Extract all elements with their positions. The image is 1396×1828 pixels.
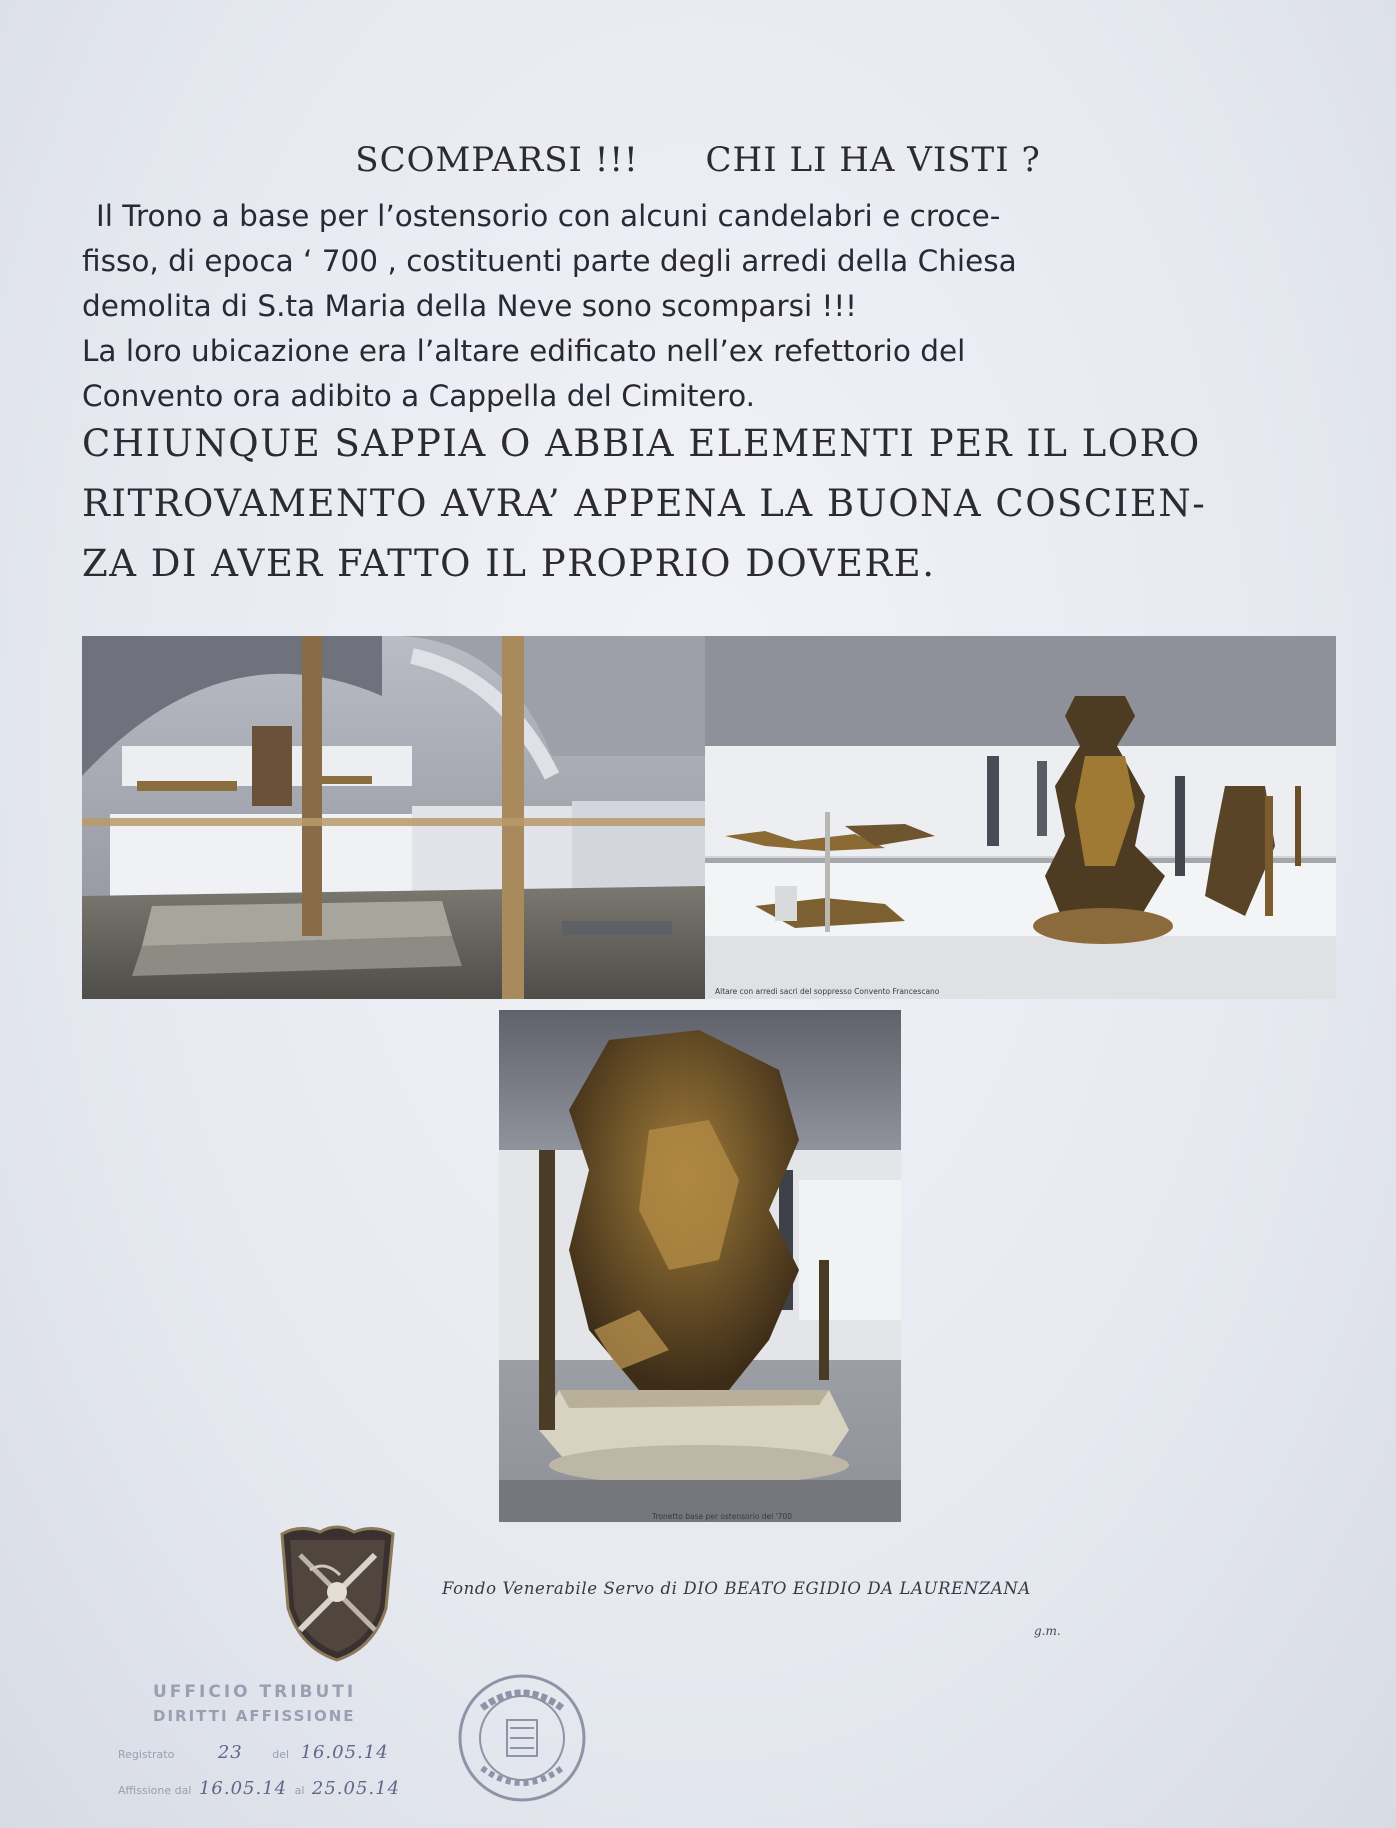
stamp-posted-label: Affissione dal [118, 1784, 192, 1797]
description-line: Convento ora adibito a Cappella del Cimitero. [82, 379, 756, 413]
appeal-line: RITROVAMENTO AVRA’ APPENA LA BUONA COSCIEN- [82, 482, 1207, 525]
description-line: fisso, di epoca ‘ 700 , costituenti parte degli arredi della Chiesa [82, 244, 1017, 278]
title-who-saw-them: CHI LI HA VISTI ? [705, 140, 1041, 180]
description-paragraph [82, 194, 1342, 419]
poster-title [0, 140, 1396, 180]
stamp-posted-to: 25.05.14 [311, 1778, 401, 1799]
photo-throne-base [499, 1010, 901, 1522]
appeal-line: CHIUNQUE SAPPIA O ABBIA ELEMENTI PER IL LORO [82, 422, 1201, 465]
stamp-posted-from: 16.05.14 [198, 1778, 288, 1799]
photo-altar-furnishings [705, 636, 1336, 999]
stamp-reg-number: 23 [217, 1742, 243, 1763]
description-line: demolita di S.ta Maria della Neve sono scomparsi !!! [82, 289, 857, 323]
stamp-office-name: UFFICIO TRIBUTI [153, 1682, 357, 1702]
author-initials: g.m. [1034, 1624, 1061, 1638]
photo-caption-bottom: Tronetto base per ostensorio del '700 [652, 1512, 792, 1521]
fondo-attribution: Fondo Venerabile Servo di DIO BEATO EGIDIO DA LAURENZANA [442, 1579, 1031, 1598]
photo-chapel-interior [82, 636, 705, 999]
photo-caption-right: Altare con arredi sacri del soppresso Convento Francescano [715, 987, 940, 996]
stamp-registration-row [118, 1742, 389, 1763]
stamp-reg-date-label: del [272, 1748, 290, 1761]
stamp-reg-label: Registrato [118, 1748, 175, 1761]
office-tax-stamp [118, 1682, 448, 1812]
stamp-posted-to-label: al [294, 1784, 305, 1797]
appeal-paragraph [82, 414, 1342, 594]
title-missing: SCOMPARSI !!! [355, 140, 639, 180]
municipal-round-seal [452, 1668, 592, 1808]
coat-of-arms-logo [270, 1520, 405, 1662]
description-line: La loro ubicazione era l’altare edificato nell’ex refettorio del [82, 334, 966, 368]
stamp-posting-row [118, 1778, 400, 1799]
appeal-line: ZA DI AVER FATTO IL PROPRIO DOVERE. [82, 542, 936, 585]
stamp-reg-date: 16.05.14 [300, 1742, 389, 1763]
stamp-office-subtitle: DIRITTI AFFISSIONE [153, 1707, 356, 1725]
description-line: Il Trono a base per l’ostensorio con alcuni candelabri e croce- [96, 199, 1001, 233]
